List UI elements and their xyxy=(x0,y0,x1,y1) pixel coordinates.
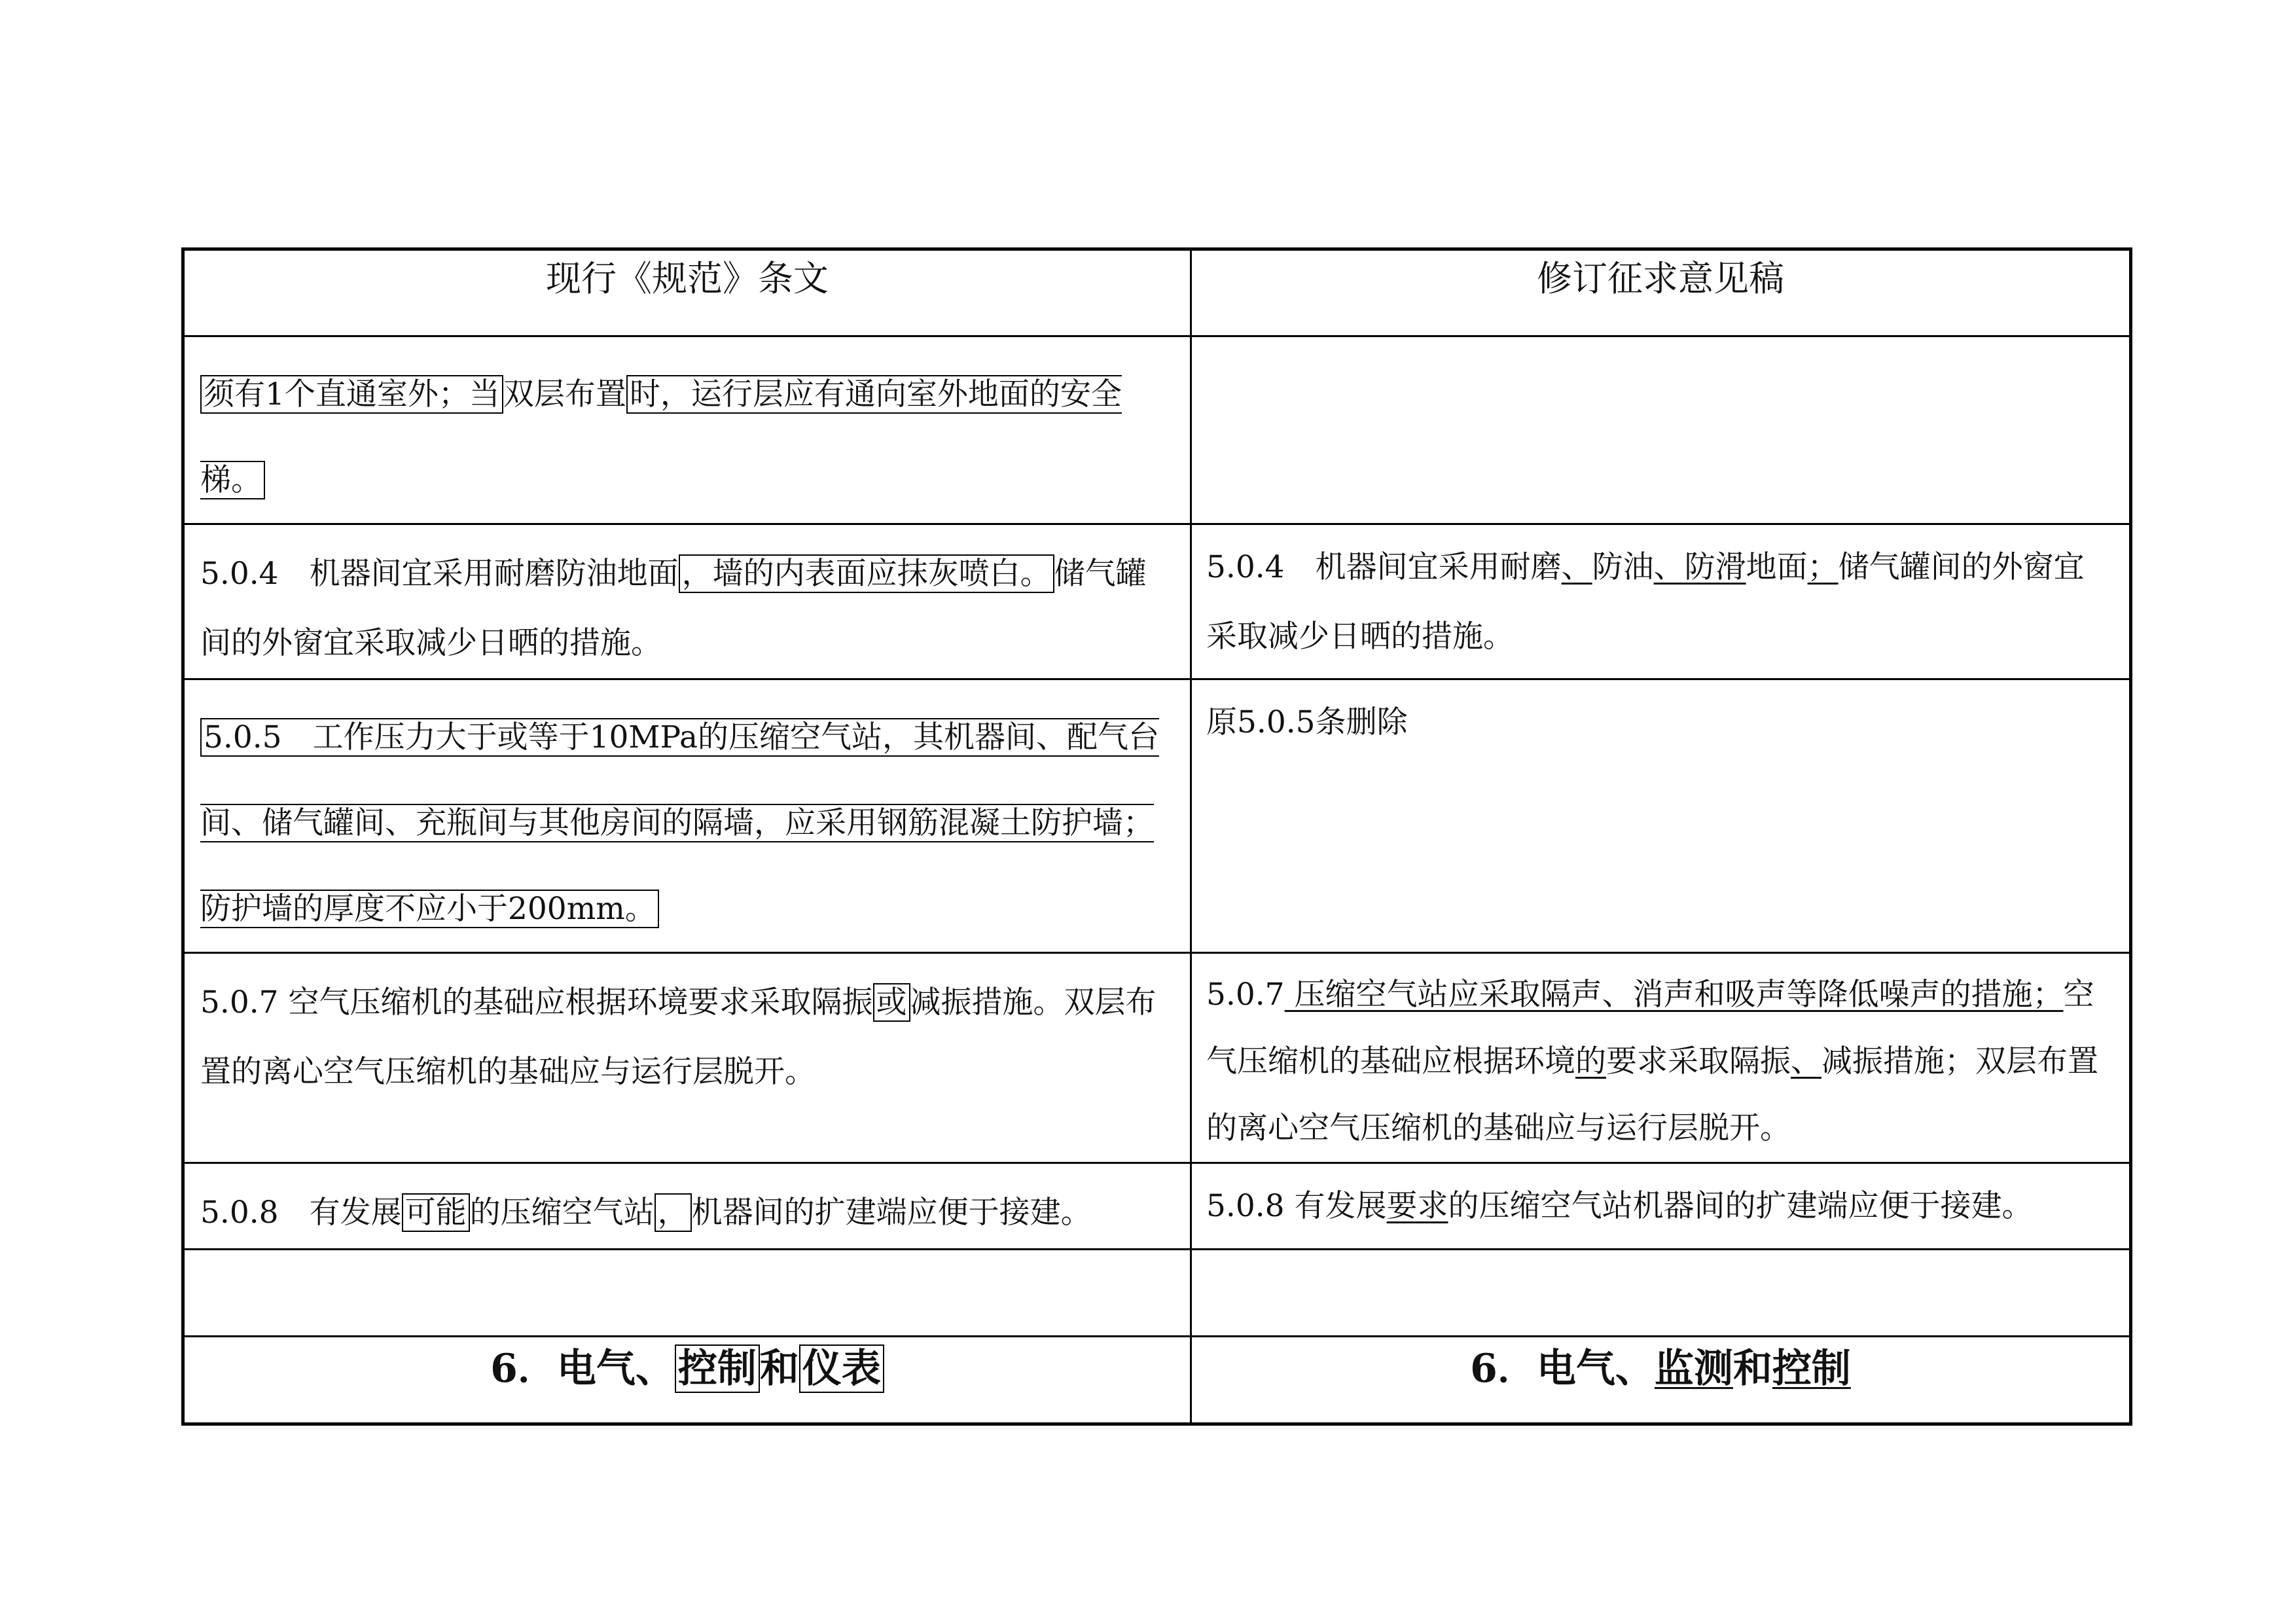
table-row xyxy=(183,524,2131,679)
boxed-deletion: 5.0.5 工作压力大于或等于10MPa的压缩空气站，其机器间、配气台间、储气罐间、充瓶间与其他房间的隔墙，应采用钢筋混凝土防护墙；防护墙的厚度不应小于200mm。 xyxy=(200,719,1160,927)
revision-cell xyxy=(1191,524,2131,679)
underlined-addition: ； xyxy=(1807,549,1839,585)
empty-cell xyxy=(183,1250,1191,1337)
clause-text xyxy=(185,1164,1190,1248)
clause-text xyxy=(185,954,1190,1107)
header-current-clauses: 现行《规范》条文 xyxy=(183,249,1191,336)
clause-fragment: 5.0.4 机器间宜采用耐磨 xyxy=(1206,549,1562,585)
clause-fragment: 减振措施；双层布置的离心空气压缩机的基础应与运行层脱开。 xyxy=(1206,1043,2098,1146)
clause-fragment: 5.0.8 有发展 xyxy=(200,1195,402,1231)
revision-cell xyxy=(1191,953,2131,1163)
boxed-deletion: ，墙的内表面应抹灰喷白。 xyxy=(679,554,1054,593)
underlined-addition: 的 xyxy=(1575,1043,1606,1079)
current-clause-cell xyxy=(183,679,1191,953)
heading-fragment: 6．电气、 xyxy=(1470,1346,1655,1392)
clause-text xyxy=(185,680,1190,952)
table-row xyxy=(183,1250,2131,1337)
comparison-table xyxy=(181,247,2132,1426)
current-clause-cell xyxy=(183,524,1191,679)
clause-fragment: 双层布置 xyxy=(503,376,626,412)
table-row xyxy=(183,953,2131,1163)
heading-fragment: 6．电气、 xyxy=(490,1346,675,1392)
heading-fragment: 和 xyxy=(759,1346,799,1392)
revision-cell xyxy=(1191,1163,2131,1250)
boxed-deletion: ， xyxy=(655,1193,692,1232)
revision-cell xyxy=(1191,336,2131,524)
boxed-deletion: 或 xyxy=(873,983,910,1022)
clause-text xyxy=(185,525,1190,678)
clause-fragment: 的压缩空气站机器间的扩建端应便于接建。 xyxy=(1448,1188,2033,1224)
underlined-addition: 、 xyxy=(1791,1043,1821,1079)
table-row xyxy=(183,336,2131,524)
underlined-addition: 监测 xyxy=(1654,1346,1733,1392)
current-clause-cell xyxy=(183,953,1191,1163)
revision-text: 原5.0.5条删除 xyxy=(1206,704,1408,740)
clause-fragment: 空气压缩机的基础应根据环境 xyxy=(1206,977,2094,1079)
empty-cell xyxy=(1191,1250,2131,1337)
revision-text xyxy=(1192,1164,2129,1241)
header-row xyxy=(183,249,2131,336)
boxed-deletion: 可能 xyxy=(402,1193,470,1232)
clause-fragment: 储气罐间的外窗宜采取减少日晒的措施。 xyxy=(1206,549,2085,655)
current-clause-cell xyxy=(183,1163,1191,1250)
clause-fragment: 5.0.4 机器间宜采用耐磨防油地面 xyxy=(200,556,679,592)
underlined-addition: 、防滑 xyxy=(1653,549,1746,585)
clause-text xyxy=(185,337,1190,523)
table-row xyxy=(183,679,2131,953)
boxed-deletion: 仪表 xyxy=(799,1344,884,1393)
clause-fragment: 5.0.7 空气压缩机的基础应根据环境要求采取隔振 xyxy=(200,984,873,1020)
clause-fragment: 5.0.8 有发展 xyxy=(1206,1188,1387,1224)
chapter-heading-row xyxy=(183,1337,2131,1424)
underlined-addition: 控制 xyxy=(1772,1346,1851,1392)
clause-fragment: 地面 xyxy=(1746,549,1808,585)
clause-fragment: 储气罐间的外窗宜采取减少日晒的措施。 xyxy=(200,556,1147,661)
table-row xyxy=(183,1163,2131,1250)
boxed-deletion: 须有1个直通室外；当 xyxy=(200,375,503,414)
clause-fragment: 5.0.7 xyxy=(1206,977,1285,1013)
boxed-deletion: 时，运行层应有通向室外地面的安全梯。 xyxy=(200,376,1122,498)
underlined-addition: 要求 xyxy=(1386,1188,1448,1224)
revision-text xyxy=(1192,525,2129,672)
clause-fragment: 机器间的扩建端应便于接建。 xyxy=(691,1195,1092,1231)
underlined-addition: 压缩空气站应采取隔声、消声和吸声等降低噪声的措施； xyxy=(1284,977,2064,1013)
clause-fragment: 减振措施。双层布置的离心空气压缩机的基础应与运行层脱开。 xyxy=(200,984,1157,1090)
heading-fragment: 和 xyxy=(1732,1346,1772,1392)
boxed-deletion: 控制 xyxy=(675,1344,760,1393)
clause-fragment: 要求采取隔振 xyxy=(1606,1043,1791,1079)
clause-fragment: 的压缩空气站 xyxy=(469,1195,655,1231)
revision-cell xyxy=(1191,679,2131,953)
clause-fragment: 防油 xyxy=(1592,549,1654,585)
underlined-addition: 、 xyxy=(1561,549,1592,585)
chapter-heading-current xyxy=(183,1337,1191,1424)
revision-text xyxy=(1192,337,2129,345)
revision-text xyxy=(1192,954,2129,1162)
chapter-heading-revision xyxy=(1191,1337,2131,1424)
current-clause-cell xyxy=(183,336,1191,524)
header-revision-draft: 修订征求意见稿 xyxy=(1191,249,2131,336)
